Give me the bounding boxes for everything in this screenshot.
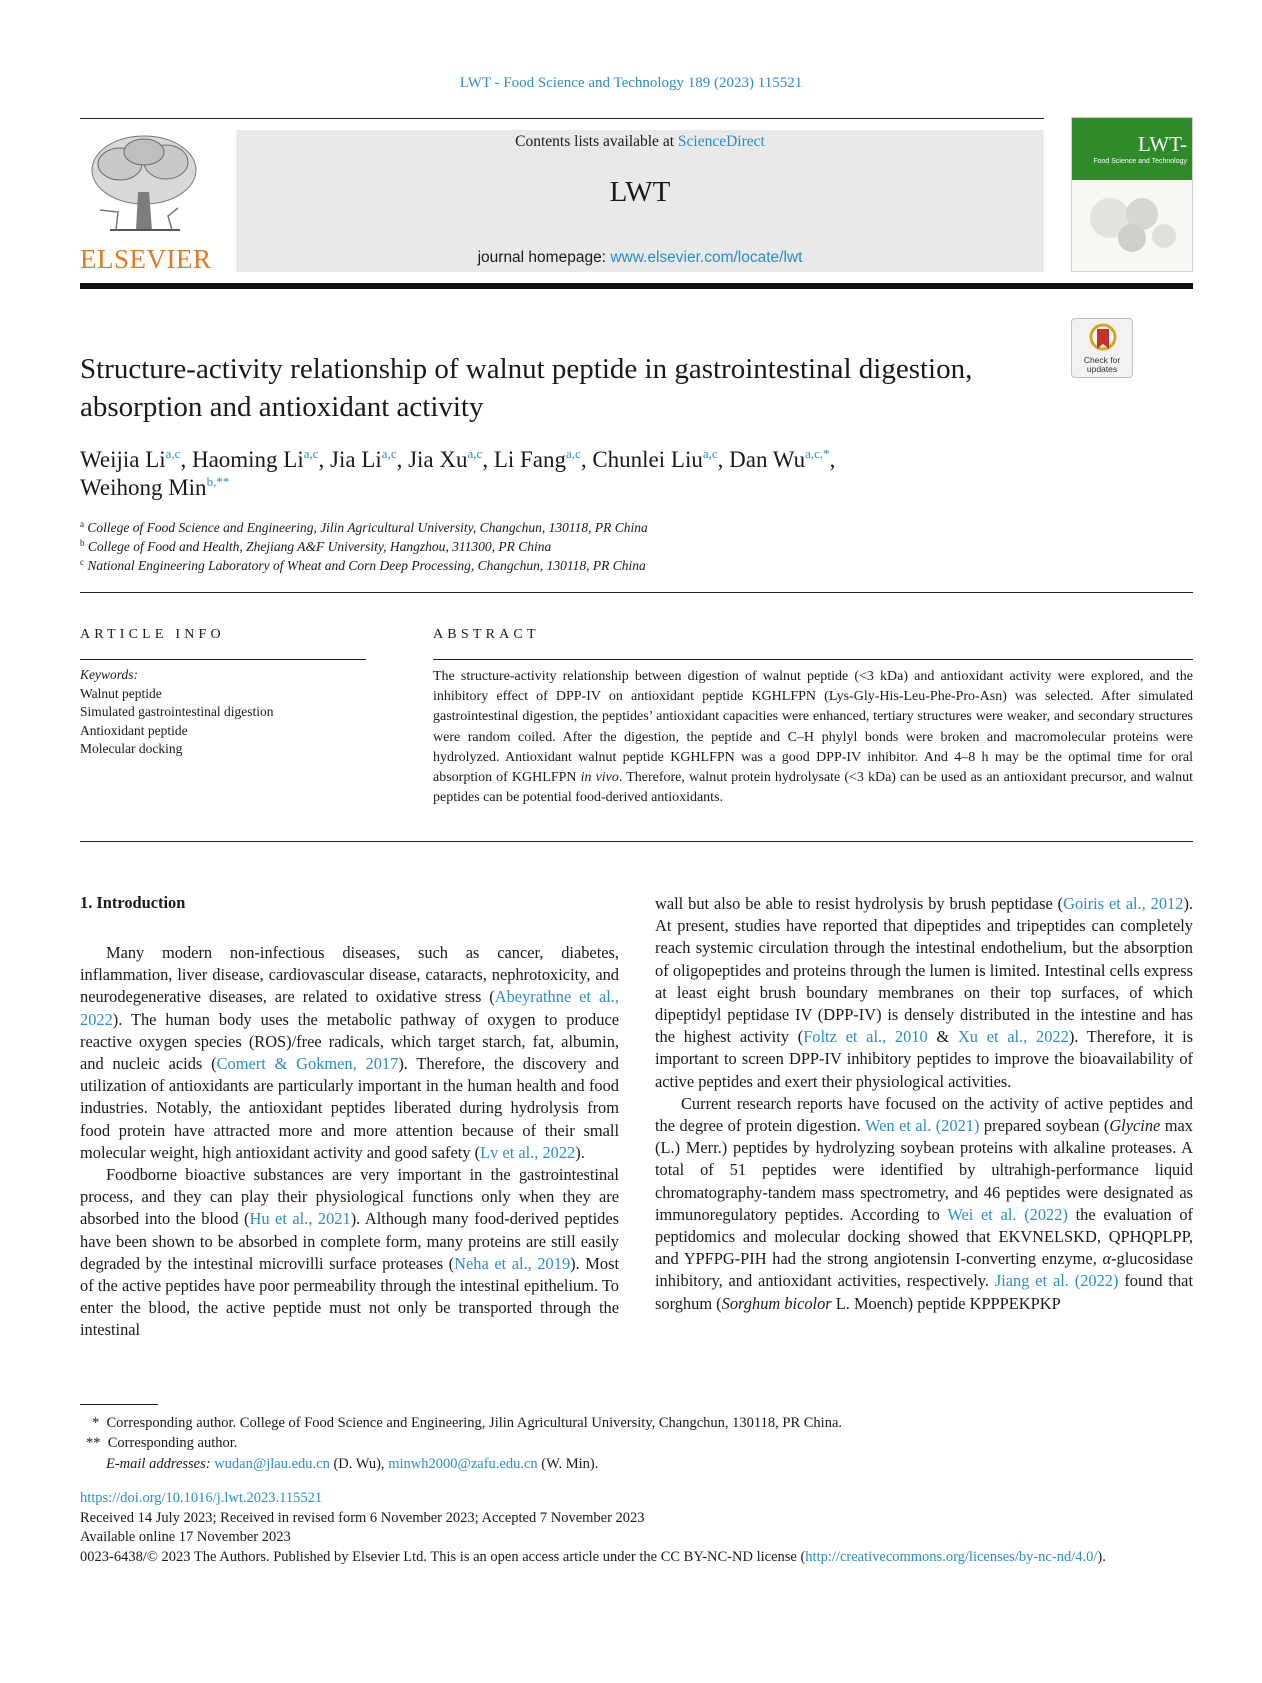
citation-link[interactable]: Abeyrathne et al., 2022 (80, 987, 619, 1029)
citation-link[interactable]: Jiang et al. (2022) (994, 1271, 1119, 1291)
text-run: the evaluation of peptidomics and molecular docking showed that EKVNELSKD, QPHQPLPP, and YPFPG-PIH had the strong angiotensin I-converting enzyme, (655, 1204, 1193, 1269)
keywords-label: Keywords: (80, 667, 138, 682)
abstract-italic: in vivo (580, 770, 619, 786)
author-affiliation-mark[interactable]: a,c (165, 446, 181, 461)
info-rule (80, 659, 366, 660)
author-separator: , (580, 447, 593, 472)
text-run: max (L.) Merr.) peptides by hydrolyzing soybean proteins with alkaline proteases. A total of 51 peptides were identified by ultrahigh-performance liquid chromatography-tandem mass spectrometry, and 46 peptides were designated as immunoregulatory peptides. According to (655, 1116, 1193, 1224)
text-run: wall but also be able to resist hydrolysis by brush peptidase ( (655, 894, 1064, 913)
text-run: & (927, 1027, 958, 1047)
affiliation-item (80, 537, 980, 556)
email-label: E-mail addresses: (106, 1455, 211, 1472)
email-owner: (W. Min). (537, 1455, 599, 1472)
author-affiliation-mark[interactable]: a,c (303, 446, 319, 461)
citation-link[interactable]: Hu et al., 2021 (249, 1209, 351, 1229)
email-owner: (D. Wu), (329, 1455, 389, 1472)
email-line (80, 1454, 1193, 1474)
paragraph (655, 1093, 1193, 1315)
author-affiliation-mark[interactable]: a,c (702, 446, 718, 461)
elsevier-logo[interactable] (80, 130, 210, 275)
check-updates-label: Check for updates (1083, 355, 1121, 374)
abstract-heading: ABSTRACT (433, 627, 540, 642)
homepage-link[interactable]: www.elsevier.com/locate/lwt (610, 249, 803, 266)
footnotes (80, 1413, 1193, 1474)
license-link[interactable]: http://creativecommons.org/licenses/by-nc-nd/4.0/ (805, 1548, 1098, 1565)
footnote-mark: ** (86, 1435, 101, 1452)
section-divider (80, 841, 1193, 842)
text-run: ). (575, 1142, 585, 1162)
journal-title: LWT (609, 176, 671, 208)
contents-line (236, 133, 1044, 151)
homepage-prefix: journal homepage: (477, 249, 611, 266)
text-run: ). At present, studies have reported that dipeptides and tripeptides can completely reach systemic circulation through the intestinal endothelium, but the absorption of oligopeptides and proteins through the lumen is limited. Intestinal cells express at least eight brush boundary membranes on their top surfaces, of which dipeptidyl peptidase IV (DPP-IV) is densely distributed in the intestine and has the highest activity ( (655, 894, 1193, 1047)
text-run: Many modern non-infectious diseases, such as cancer, diabetes, inflammation, liver disease, cardiovascular disease, cataracts, nephrotoxicity, and neurodegenerative diseases, are related to oxidative stress ( (80, 943, 619, 1007)
author-affiliation-mark[interactable]: a,c (381, 446, 397, 461)
author-affiliation-mark[interactable]: a,c (566, 446, 581, 461)
citation-link[interactable]: Wei et al. (2022) (947, 1204, 1068, 1224)
abstract-rule (433, 659, 1193, 660)
text-run: ). Therefore, it is important to screen DPP-IV inhibitory peptides to improve the bioavailability of active peptides and exert their physiological activities. (655, 1027, 1194, 1091)
author-affiliation-mark[interactable]: a,c,* (805, 446, 830, 461)
affiliation-list (80, 518, 980, 575)
affiliation-item (80, 556, 980, 575)
doi-link[interactable]: https://doi.org/10.1016/j.lwt.2023.115521 (80, 1490, 323, 1506)
homepage-line (236, 249, 1044, 267)
cover-title: LWT- (1138, 132, 1187, 156)
footnote-text: Corresponding author. (107, 1435, 238, 1452)
license-text: ). (1097, 1548, 1106, 1565)
received-dates: Received 14 July 2023; Received in revised form 6 November 2023; Accepted 7 November 2023 (80, 1509, 645, 1526)
license-text: 0023-6438/© 2023 The Authors. Published by Elsevier Ltd. This is an open access article under the CC BY-NC-ND license ( (80, 1548, 806, 1565)
available-online: Available online 17 November 2023 (80, 1529, 291, 1546)
author-separator: , (396, 447, 409, 472)
article-footer (80, 1489, 1193, 1567)
affiliation-mark: b (80, 538, 85, 548)
citation-link[interactable]: Neha et al., 2019 (454, 1253, 571, 1273)
citation-link[interactable]: Goiris et al., 2012 (1063, 894, 1184, 913)
author-separator: , (180, 447, 192, 472)
contents-prefix: Contents lists available at (515, 133, 678, 150)
bookmark-icon (1089, 323, 1117, 355)
tree-icon (80, 130, 210, 242)
section-heading: 1. Introduction (80, 893, 186, 912)
author-affiliation-mark[interactable]: a,c (467, 446, 483, 461)
author-separator: , (318, 447, 331, 472)
affiliation-mark: a (80, 519, 84, 529)
abstract-part: . Therefore, walnut protein hydrolysate (<3 kDa) can be used as an antioxidant precursor, and walnut peptides can be potential food-derived antioxidants. (433, 770, 1193, 806)
text-run: Foodborne bioactive substances are very important in the gastrointestinal process, and they can play their physiological functions only when they are absorbed into the blood ( (80, 1165, 619, 1229)
citation-link[interactable]: Foltz et al., 2010 (803, 1027, 928, 1047)
footnote-item (80, 1413, 1193, 1433)
journal-banner (236, 130, 1044, 272)
author-name[interactable]: Haoming Li (191, 447, 304, 472)
text-run: ). The human body uses the metabolic pathway of oxygen to produce reactive oxygen species (ROS)/free radicals, which target starch, fat, albumin, and nucleic acids ( (80, 1009, 619, 1074)
citation-link[interactable]: Wen et al. (2021) (864, 1116, 980, 1136)
article-info-heading: ARTICLE INFO (80, 627, 225, 642)
footnote-rule (80, 1404, 158, 1405)
email-link[interactable]: minwh2000@zafu.edu.cn (388, 1455, 538, 1472)
header-rule (80, 118, 1044, 119)
author-name[interactable]: Jia Li (330, 447, 382, 472)
section-divider (80, 592, 1193, 593)
italic-text: Sorghum bicolor (721, 1293, 832, 1313)
cover-subtitle: Food Science and Technology (1093, 158, 1187, 165)
text-run: found that sorghum ( (655, 1271, 1193, 1313)
citation-link[interactable]: Xu et al., 2022 (957, 1027, 1069, 1047)
text-run: -glucosidase inhibitory, and antioxidant activities, respectively. (655, 1249, 1193, 1291)
author-name[interactable]: Li Fang (493, 447, 567, 472)
paragraph (655, 893, 1193, 1093)
italic-text: α (1102, 1249, 1112, 1269)
check-for-updates-button[interactable] (1071, 318, 1133, 378)
author-separator: , (717, 447, 730, 472)
text-run: Current research reports have focused on the activity of active peptides and the degree of protein digestion. (655, 1093, 1193, 1136)
journal-cover[interactable] (1071, 117, 1193, 272)
license-line (80, 1548, 1193, 1568)
elsevier-wordmark: ELSEVIER (80, 244, 212, 274)
footnote-mark: * (92, 1415, 100, 1431)
keyword-item: Molecular docking (80, 741, 183, 757)
author-name[interactable]: Chunlei Liu (592, 447, 703, 472)
keyword-item: Simulated gastrointestinal digestion (80, 704, 274, 720)
author-list (80, 446, 1180, 502)
text-run: ). Therefore, the discovery and utilization of antioxidants are particularly important in the human health and food industries. Notably, the antioxidant peptides liberated during hydrolysis from food protein have attracted more and more attention because of their small molecular weight, high antioxidant activity and good safety ( (80, 1054, 619, 1162)
text-run: prepared soybean ( (979, 1116, 1110, 1136)
article-title: Structure-activity relationship of walnut peptide in gastrointestinal digestion, absorption and antioxidant activity (80, 353, 973, 423)
affiliation-text: College of Food and Health, Zhejiang A&F University, Hangzhou, 311300, PR China (87, 539, 552, 554)
author-separator: , (482, 447, 494, 472)
abstract-part: The structure-activity relationship between digestion of walnut peptide (<3 kDa) and antioxidant activity were explored, and the inhibitory effect of DPP-IV on antioxidant peptide KGHLFPN (Lys-Gly-His-Leu-Phe-Pro-Asn) was selected. After simulated gastrointestinal digestion, the peptides’ antioxidant capacities were enhanced, tertiary structures were weaker, and secondary structures were random coiled. After the digestion, the peptide and C–H phylyl bonds were broken and macromolecular proteins were hydrolyzed. Antioxidant walnut peptide KGHLFPN was a good DPP-IV inhibitor. And 4–8 h may be the optimal time for oral absorption of KGHLFPN (433, 669, 1193, 786)
email-link[interactable]: wudan@jlau.edu.cn (214, 1455, 330, 1472)
affiliation-text: College of Food Science and Engineering, Jilin Agricultural University, Changchun, 130118, PR China (87, 520, 648, 535)
sciencedirect-link[interactable]: ScienceDirect (677, 133, 765, 150)
body-column-right (655, 893, 1193, 1315)
citation-link[interactable]: Lv et al., 2022 (480, 1142, 576, 1162)
text-run: ). Most of the active peptides have poor permeability through the intestinal epithelium. To enter the blood, the active peptide must not only be transported through the intestinal (80, 1253, 620, 1340)
author-affiliation-mark[interactable]: b,** (206, 474, 230, 489)
body-column-left (80, 942, 619, 1342)
cover-artwork-icon (1080, 188, 1184, 260)
keyword-item: Antioxidant peptide (80, 722, 188, 738)
abstract-text (433, 667, 1193, 808)
affiliation-item (80, 518, 980, 537)
author-name[interactable]: Weijia Li (80, 447, 166, 472)
affiliation-text: National Engineering Laboratory of Wheat and Corn Deep Processing, Changchun, 130118, PR China (87, 558, 646, 573)
paragraph (80, 942, 619, 1164)
keyword-item: Walnut peptide (80, 685, 162, 701)
citation-link[interactable]: Comert & Gokmen, 2017 (216, 1054, 399, 1074)
affiliation-mark: c (80, 557, 84, 567)
author-name[interactable]: Dan Wu (729, 447, 806, 472)
footnote-item (80, 1433, 1193, 1453)
cover-banner (1072, 118, 1192, 180)
author-name[interactable]: Jia Xu (408, 447, 468, 472)
text-run: ). Although many food-derived peptides have been shown to be absorbed in complete form, many proteins are still easily degraded by the intestinal microvilli surface proteases ( (80, 1209, 619, 1273)
header-thick-rule (80, 283, 1193, 289)
author-name[interactable]: Weihong Min (80, 475, 207, 500)
italic-text: Glycine (1109, 1116, 1161, 1136)
author-separator: , (829, 447, 836, 472)
paragraph (80, 1164, 619, 1342)
keywords-block (80, 666, 380, 759)
journal-reference[interactable]: LWT - Food Science and Technology 189 (2023) 115521 (459, 75, 803, 91)
footnote-text: Corresponding author. College of Food Science and Engineering, Jilin Agricultural University, Changchun, 130118, PR China. (106, 1415, 842, 1431)
text-run: L. Moench) peptide KPPPEKPKP (831, 1293, 1061, 1313)
